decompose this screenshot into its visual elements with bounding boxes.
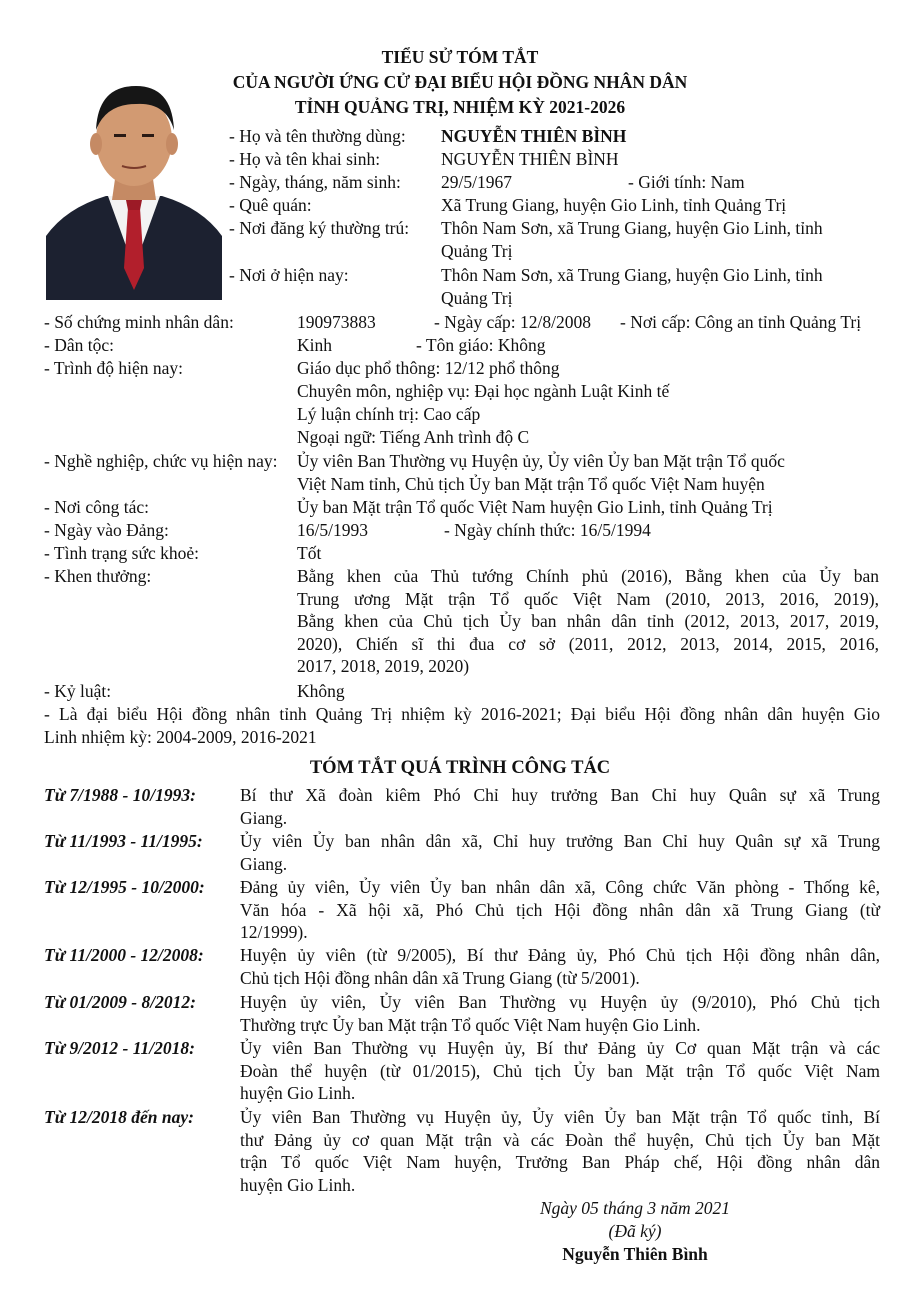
work-description [240,1106,880,1196]
value-discipline: Không [297,681,345,701]
label-registered-address: - Nơi đăng ký thường trú: [229,218,410,238]
document-term: TỈNH QUẢNG TRỊ, NHIỆM KỲ 2021-2026 [294,97,626,117]
label-party-join-date: - Ngày vào Đảng: [44,520,169,540]
work-description [240,784,880,829]
awards-line: Bằng khen của Thủ tướng Chính phủ (2016), Bằng khen của Ủy ban [297,566,879,586]
work-description [240,876,880,944]
work-period: Từ 01/2009 - 8/2012: [44,992,196,1012]
work-period: Từ 12/2018 đến nay: [44,1107,194,1127]
value-current-address-2: Quảng Trị [441,288,513,308]
document-subtitle: CỦA NGƯỜI ỨNG CỬ ĐẠI BIỂU HỘI ĐỒNG NHÂN DÂN [232,72,688,92]
label-dob: - Ngày, tháng, năm sinh: [229,172,401,192]
value-id-issue-place: - Nơi cấp: Công an tỉnh Quảng Trị [620,312,862,332]
value-birth-name: NGUYỄN THIÊN BÌNH [441,149,619,169]
work-period: Từ 9/2012 - 11/2018: [44,1038,195,1058]
label-common-name: - Họ và tên thường dùng: [229,126,406,146]
awards-line: 2017, 2018, 2019, 2020) [297,656,470,676]
value-education-general: Giáo dục phổ thông: 12/12 phổ thông [297,358,560,378]
work-line: huyện Gio Linh. [240,1174,356,1195]
value-occupation: Ủy viên Ban Thường vụ Huyện ủy, Ủy viên Ủy ban Mặt trận Tổ quốc [297,451,785,471]
awards-line: 2020), Chiến sĩ thi đua cơ sở (2011, 2012, 2013, 2014, 2015, 2016, [297,633,879,654]
label-current-address: - Nơi ở hiện nay: [229,265,349,285]
work-line: Đoàn thể huyện (từ 01/2015), Chủ tịch Ủy ban Mặt trận Tổ quốc Việt Nam [240,1060,880,1081]
value-common-name: NGUYỄN THIÊN BÌNH [441,126,627,146]
work-line: Huyện ủy viên, Ủy viên Ban Thường vụ Huyện ủy (9/2010), Phó Chủ tịch [240,992,880,1012]
label-ethnicity: - Dân tộc: [44,335,114,355]
value-education-political: Lý luận chính trị: Cao cấp [297,404,481,424]
work-line: Ủy viên Ủy ban nhân dân xã, Chỉ huy trưởng Ban Chỉ huy Quân sự xã Trung [240,831,880,851]
label-workplace: - Nơi công tác: [44,497,149,517]
value-religion: - Tôn giáo: Không [416,335,546,355]
value-ethnicity: Kinh [297,335,332,355]
work-line: Bí thư Xã đoàn kiêm Phó Chỉ huy trưởng Ban Chỉ huy Quân sự xã Trung [240,785,880,805]
value-id-issue-date: - Ngày cấp: 12/8/2008 [434,312,591,332]
value-registered-address: Thôn Nam Sơn, xã Trung Giang, huyện Gio Linh, tỉnh [441,218,823,238]
value-workplace: Ủy ban Mặt trận Tổ quốc Việt Nam huyện Gio Linh, tỉnh Quảng Trị [297,497,773,517]
work-line: huyện Gio Linh. [240,1083,356,1103]
work-history-title: TÓM TẮT QUÁ TRÌNH CÔNG TÁC [309,758,611,778]
work-line: Giang. [240,853,288,874]
work-line: Thường trực Ủy ban Mặt trận Tổ quốc Việt Nam huyện Gio Linh. [240,1014,701,1035]
work-description [240,944,880,989]
work-period: Từ 7/1988 - 10/1993: [44,785,196,805]
work-description [240,830,880,875]
value-education-professional: Chuyên môn, nghiệp vụ: Đại học ngành Luật Kinh tế [297,381,670,401]
document-title: TIỂU SỬ TÓM TẮT [381,47,539,67]
work-line: Huyện ủy viên (từ 9/2005), Bí thư Đảng ủy, Phó Chủ tịch Hội đồng nhân dân, [240,945,880,965]
awards-line: Bằng khen của Chủ tịch Ủy ban nhân dân tỉnh (2012, 2013, 2017, 2019, [297,611,879,631]
label-id-card: - Số chứng minh nhân dân: [44,312,234,332]
label-birth-name: - Họ và tên khai sinh: [229,149,381,169]
label-education: - Trình độ hiện nay: [44,358,184,378]
work-line: Văn hóa - Xã hội xã, Phó Chủ tịch Hội đồng nhân dân xã Trung Giang (từ [240,899,880,920]
value-dob: 29/5/1967 [441,172,512,192]
candidate-portrait [46,68,222,300]
value-awards [297,565,879,678]
work-line: thư Đảng ủy cơ quan Mặt trận và các Đoàn thể huyện, Chủ tịch Ủy ban Mặt [240,1129,880,1150]
work-line: Chủ tịch Hội đồng nhân dân xã Trung Giang (từ 5/2001). [240,967,640,988]
value-current-address: Thôn Nam Sơn, xã Trung Giang, huyện Gio Linh, tỉnh [441,265,823,285]
label-occupation: - Nghề nghiệp, chức vụ hiện nay: [44,451,278,471]
value-education-language: Ngoại ngữ: Tiếng Anh trình độ C [297,427,530,447]
value-gender: - Giới tính: Nam [628,172,745,192]
signatory-name: Nguyễn Thiên Bình [562,1244,708,1264]
work-period: Từ 12/1995 - 10/2000: [44,877,205,897]
value-occupation-2: Việt Nam tỉnh, Chủ tịch Ủy ban Mặt trận Tổ quốc Việt Nam huyện [297,474,765,494]
label-health: - Tình trạng sức khoẻ: [44,543,199,563]
label-discipline: - Kỷ luật: [44,681,112,701]
work-line: Ủy viên Ban Thường vụ Huyện ủy, Ủy viên Ủy ban Mặt trận Tổ quốc tỉnh, Bí [240,1107,880,1127]
value-party-join-date: 16/5/1993 [297,520,368,540]
work-line: 12/1999). [240,922,308,942]
signature-date: Ngày 05 tháng 3 năm 2021 [539,1198,731,1218]
signature-status: (Đã ký) [608,1221,662,1241]
work-line: Ủy viên Ban Thường vụ Huyện ủy, Bí thư Đảng ủy Cơ quan Mặt trận và các [240,1038,880,1058]
work-line: Giang. [240,807,288,828]
value-party-official-date: - Ngày chính thức: 16/5/1994 [444,520,651,540]
value-id-card: 190973883 [297,312,376,332]
value-registered-address-2: Quảng Trị [441,241,513,261]
delegate-history-line: Linh nhiệm kỳ: 2004-2009, 2016-2021 [44,726,317,747]
value-health: Tốt [297,543,322,563]
work-period: Từ 11/2000 - 12/2008: [44,945,204,965]
work-line: trận Tổ quốc Việt Nam huyện, Trưởng Ban Pháp chế, Hội đồng nhân dân [240,1152,880,1172]
work-line: Đảng ủy viên, Ủy viên Ủy ban nhân dân xã, Công chức Văn phòng - Thống kê, [240,877,880,897]
value-hometown: Xã Trung Giang, huyện Gio Linh, tỉnh Quảng Trị [441,195,787,215]
work-description [240,1037,880,1105]
delegate-history [44,703,880,748]
delegate-history-line: - Là đại biểu Hội đồng nhân tỉnh Quảng Trị nhiệm kỳ 2016-2021; Đại biểu Hội đồng nhân dân huyện Gio [44,704,880,724]
work-period: Từ 11/1993 - 11/1995: [44,831,203,851]
work-description [240,991,880,1036]
label-awards: - Khen thưởng: [44,566,152,586]
label-hometown: - Quê quán: [229,195,312,215]
awards-line: Trung ương Mặt trận Tổ quốc Việt Nam (2010, 2013, 2016, 2019), [297,588,879,609]
